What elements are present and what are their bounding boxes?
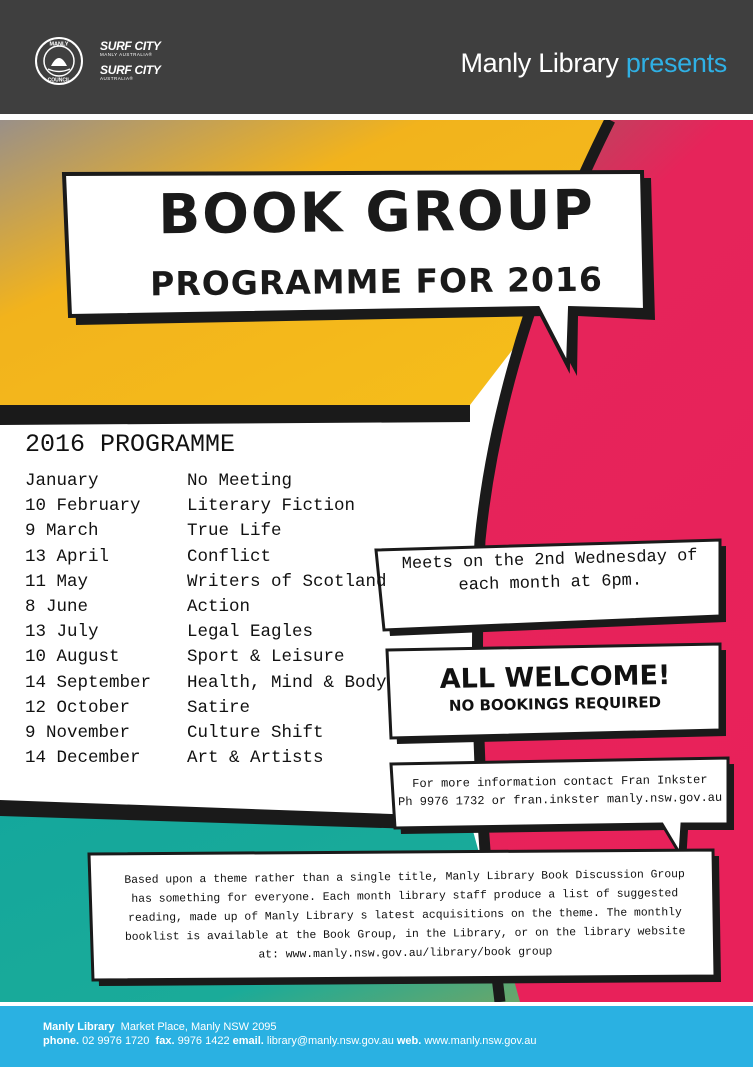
book-group-title: BOOK GROUP (157, 177, 596, 247)
programme-theme: Satire (187, 697, 251, 718)
programme-subtitle: PROGRAMME FOR 2016 (149, 259, 604, 304)
programme-theme: Conflict (187, 546, 272, 567)
programme-date: 11 May (25, 571, 89, 592)
presenter-name: Manly Library (460, 48, 619, 78)
all-welcome-heading: ALL WELCOME! (439, 659, 671, 696)
programme-date: 10 February (25, 496, 141, 517)
programme-theme: No Meeting (187, 471, 293, 491)
surf-city-logo-text: SURF CITY (100, 39, 161, 53)
footer-address-line (43, 1021, 277, 1033)
meeting-schedule-line: each month at 6pm. (458, 571, 643, 596)
description-line: reading, made up of Manly Library s latest acquisitions on the theme. The monthly (128, 907, 682, 925)
programme-date: 13 April (25, 546, 110, 567)
meeting-schedule (379, 544, 720, 599)
programme-date: 8 June (25, 597, 89, 617)
description-line: at: www.manly.nsw.gov.au/library/book group (258, 946, 553, 962)
description-line: booklist is available at the Book Group, in the Library, or on the library website (124, 926, 686, 944)
programme-theme: Writers of Scotland (187, 571, 387, 592)
contact-line: Ph 9976 1732 or fran.inkster manly.nsw.gov.au (398, 790, 723, 810)
website-link[interactable]: www.manly.nsw.gov.au (424, 1035, 537, 1047)
programme-date: 14 December (25, 748, 141, 769)
footer-address: Market Place, Manly NSW 2095 (120, 1021, 277, 1033)
programme-theme: Art & Artists (187, 748, 324, 769)
seal-top-text: MANLY (49, 41, 69, 48)
phone-number: 02 9976 1720 (82, 1035, 150, 1047)
programme-date: 13 July (25, 622, 99, 643)
footer-bar (0, 1006, 753, 1067)
programme-date: 9 March (25, 521, 99, 542)
programme-theme: Health, Mind & Body (187, 672, 387, 693)
seal-bottom-text: COUNCIL (47, 77, 71, 84)
programme-heading: 2016 PROGRAMME (25, 430, 236, 459)
programme-theme: Legal Eagles (187, 622, 314, 643)
programme-date: January (25, 471, 99, 491)
email-address[interactable]: library@manly.nsw.gov.au (266, 1035, 394, 1047)
presents-word: presents (625, 48, 727, 78)
council-seal-icon (34, 36, 84, 86)
description-line: has something for everyone. Each month library staff produce a list of suggested (131, 888, 679, 906)
phone-label: phone. (43, 1035, 80, 1047)
footer-contact-line (43, 1035, 536, 1047)
surf-city-logo-subtext: MANLY AUSTRALIA® (100, 52, 153, 57)
surf-city-logo-text: SURF CITY (100, 63, 161, 77)
meeting-schedule-line: Meets on the 2nd Wednesday of (401, 546, 698, 575)
contact-line: For more information contact Fran Inkster (412, 772, 708, 792)
email-label: email. (232, 1035, 264, 1047)
web-label: web. (396, 1035, 422, 1047)
no-bookings-note: NO BOOKINGS REQUIRED (448, 693, 662, 715)
programme-theme: True Life (187, 521, 282, 542)
programme-date: 9 November (25, 723, 131, 743)
programme-theme: Culture Shift (187, 723, 324, 743)
programme-theme: Sport & Leisure (187, 647, 345, 668)
programme-theme: Literary Fiction (187, 496, 356, 517)
presents-heading (460, 48, 727, 79)
contact-info (395, 771, 725, 812)
surf-city-logo-2 (100, 64, 161, 81)
programme-date: 12 October (25, 697, 131, 718)
programme-date: 14 September (25, 672, 152, 693)
surf-city-logo-subtext: AUSTRALIA® (100, 76, 134, 81)
programme-date: 10 August (25, 647, 120, 668)
description-line: Based upon a theme rather than a single title, Manly Library Book Discussion Group (124, 869, 685, 887)
description-text (95, 866, 716, 967)
footer-org-name: Manly Library (43, 1021, 115, 1033)
fax-label: fax. (155, 1035, 175, 1047)
programme-theme: Action (187, 597, 251, 617)
header-bar (0, 0, 753, 114)
fax-number: 9976 1422 (177, 1035, 230, 1047)
surf-city-logo-1 (100, 40, 161, 57)
